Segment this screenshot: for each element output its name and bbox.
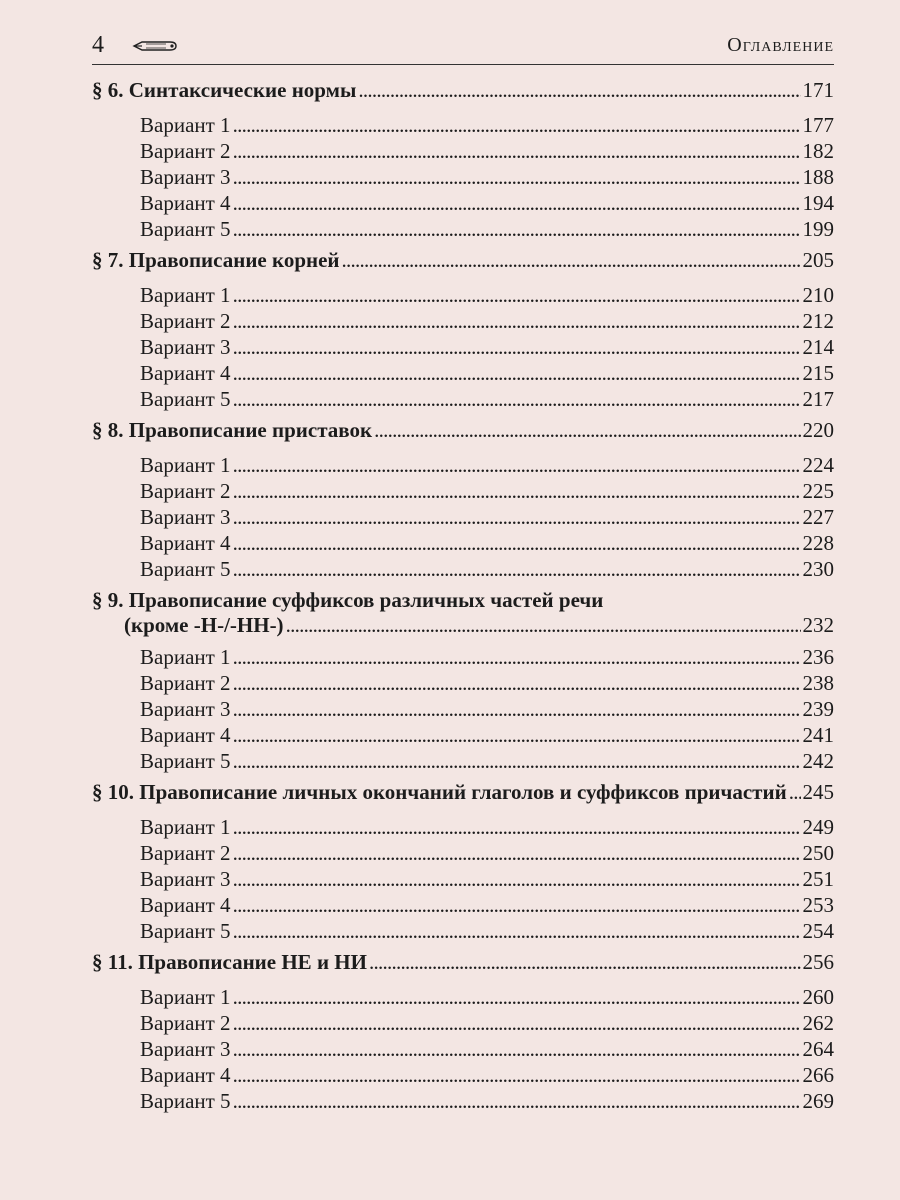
toc-variant-entry[interactable] bbox=[92, 112, 834, 138]
variant-label: Вариант 4 bbox=[140, 723, 231, 747]
dot-leader bbox=[233, 190, 801, 216]
variant-label: Вариант 2 bbox=[140, 1011, 231, 1035]
toc-variant-entry[interactable] bbox=[92, 190, 834, 216]
toc-variant-entry[interactable] bbox=[92, 360, 834, 386]
variant-page-number: 269 bbox=[802, 1089, 834, 1113]
dot-leader bbox=[233, 138, 801, 164]
variant-page-number: 260 bbox=[802, 985, 834, 1009]
toc-section-heading-continued[interactable] bbox=[92, 612, 834, 644]
variant-page-number: 224 bbox=[802, 453, 834, 477]
header-rule bbox=[92, 64, 834, 65]
dot-leader bbox=[358, 72, 800, 108]
dot-leader bbox=[233, 892, 801, 918]
dot-leader bbox=[233, 644, 801, 670]
toc-variant-entry[interactable] bbox=[92, 866, 834, 892]
dot-leader bbox=[374, 412, 800, 448]
variant-label: Вариант 5 bbox=[140, 919, 231, 943]
toc-variant-entry[interactable] bbox=[92, 984, 834, 1010]
variant-label: Вариант 5 bbox=[140, 1089, 231, 1113]
toc-section-heading[interactable] bbox=[92, 944, 834, 984]
section-title: § 6. Синтаксические нормы bbox=[92, 78, 357, 102]
table-of-contents bbox=[92, 72, 834, 1114]
variant-label: Вариант 5 bbox=[140, 557, 231, 581]
section-page-number: 256 bbox=[802, 950, 834, 974]
variant-page-number: 227 bbox=[802, 505, 834, 529]
toc-section bbox=[92, 944, 834, 1114]
toc-variant-entry[interactable] bbox=[92, 282, 834, 308]
variant-label: Вариант 4 bbox=[140, 893, 231, 917]
toc-section bbox=[92, 582, 834, 774]
toc-variant-entry[interactable] bbox=[92, 216, 834, 242]
toc-variant-entry[interactable] bbox=[92, 918, 834, 944]
toc-variant-entry[interactable] bbox=[92, 1062, 834, 1088]
toc-section-heading[interactable] bbox=[92, 412, 834, 452]
variant-label: Вариант 2 bbox=[140, 841, 231, 865]
dot-leader bbox=[233, 504, 801, 530]
section-page-number: 245 bbox=[802, 780, 834, 804]
dot-leader bbox=[233, 478, 801, 504]
dot-leader bbox=[233, 748, 801, 774]
section-title: § 10. Правописание личных окончаний глаголов и суффиксов причастий bbox=[92, 780, 787, 804]
dot-leader bbox=[233, 530, 801, 556]
variant-page-number: 177 bbox=[802, 113, 834, 137]
dot-leader bbox=[233, 360, 801, 386]
dot-leader bbox=[233, 216, 801, 242]
variant-page-number: 228 bbox=[802, 531, 834, 555]
toc-section-heading[interactable] bbox=[92, 774, 834, 814]
variant-label: Вариант 1 bbox=[140, 985, 231, 1009]
variant-label: Вариант 3 bbox=[140, 867, 231, 891]
variant-label: Вариант 1 bbox=[140, 453, 231, 477]
page-number: 4 bbox=[92, 32, 104, 58]
toc-variant-entry[interactable] bbox=[92, 478, 834, 504]
toc-variant-entry[interactable] bbox=[92, 308, 834, 334]
section-title-line2: (кроме -Н-/-НН-) bbox=[124, 613, 284, 637]
toc-variant-entry[interactable] bbox=[92, 722, 834, 748]
running-head: Оглавление bbox=[727, 34, 834, 56]
dot-leader bbox=[233, 308, 801, 334]
variant-page-number: 188 bbox=[802, 165, 834, 189]
dot-leader bbox=[233, 1088, 801, 1114]
dot-leader bbox=[233, 452, 801, 478]
variant-label: Вариант 1 bbox=[140, 815, 231, 839]
section-title: § 11. Правописание НЕ и НИ bbox=[92, 950, 367, 974]
variant-label: Вариант 1 bbox=[140, 283, 231, 307]
toc-variant-entry[interactable] bbox=[92, 452, 834, 478]
toc-variant-entry[interactable] bbox=[92, 556, 834, 582]
variant-page-number: 236 bbox=[802, 645, 834, 669]
dot-leader bbox=[233, 1010, 801, 1036]
dot-leader bbox=[233, 722, 801, 748]
toc-variant-entry[interactable] bbox=[92, 138, 834, 164]
variant-page-number: 254 bbox=[802, 919, 834, 943]
dot-leader bbox=[233, 282, 801, 308]
variant-page-number: 215 bbox=[802, 361, 834, 385]
toc-variant-entry[interactable] bbox=[92, 748, 834, 774]
variant-label: Вариант 4 bbox=[140, 191, 231, 215]
toc-variant-entry[interactable] bbox=[92, 670, 834, 696]
dot-leader bbox=[233, 840, 801, 866]
dot-leader bbox=[233, 814, 801, 840]
variant-page-number: 241 bbox=[802, 723, 834, 747]
dot-leader bbox=[233, 984, 801, 1010]
variant-page-number: 212 bbox=[802, 309, 834, 333]
variant-page-number: 230 bbox=[802, 557, 834, 581]
variant-label: Вариант 3 bbox=[140, 505, 231, 529]
dot-leader bbox=[233, 164, 801, 190]
toc-variant-entry[interactable] bbox=[92, 530, 834, 556]
variant-label: Вариант 4 bbox=[140, 361, 231, 385]
variant-page-number: 214 bbox=[802, 335, 834, 359]
pen-icon bbox=[132, 38, 178, 54]
toc-section-heading[interactable] bbox=[92, 242, 834, 282]
section-title: § 8. Правописание приставок bbox=[92, 418, 373, 442]
variant-page-number: 253 bbox=[802, 893, 834, 917]
variant-page-number: 217 bbox=[802, 387, 834, 411]
toc-section bbox=[92, 774, 834, 944]
toc-variant-entry[interactable] bbox=[92, 840, 834, 866]
toc-section bbox=[92, 72, 834, 242]
variant-page-number: 266 bbox=[802, 1063, 834, 1087]
variant-label: Вариант 3 bbox=[140, 1037, 231, 1061]
section-page-number: 232 bbox=[802, 613, 834, 637]
variant-page-number: 242 bbox=[802, 749, 834, 773]
page-header bbox=[92, 30, 834, 64]
variant-page-number: 239 bbox=[802, 697, 834, 721]
toc-variant-entry[interactable] bbox=[92, 1088, 834, 1114]
variant-page-number: 199 bbox=[802, 217, 834, 241]
dot-leader bbox=[789, 774, 801, 810]
toc-section-heading[interactable] bbox=[92, 582, 834, 612]
variant-page-number: 182 bbox=[802, 139, 834, 163]
toc-variant-entry[interactable] bbox=[92, 644, 834, 670]
variant-page-number: 194 bbox=[802, 191, 834, 215]
variant-label: Вариант 2 bbox=[140, 139, 231, 163]
variant-label: Вариант 5 bbox=[140, 387, 231, 411]
toc-variant-entry[interactable] bbox=[92, 892, 834, 918]
toc-variant-entry[interactable] bbox=[92, 164, 834, 190]
variant-page-number: 210 bbox=[802, 283, 834, 307]
toc-variant-entry[interactable] bbox=[92, 696, 834, 722]
dot-leader bbox=[233, 334, 801, 360]
variant-page-number: 262 bbox=[802, 1011, 834, 1035]
variant-label: Вариант 3 bbox=[140, 335, 231, 359]
toc-variant-entry[interactable] bbox=[92, 504, 834, 530]
section-title: § 9. Правописание суффиксов различных частей речи bbox=[92, 588, 604, 612]
section-page-number: 205 bbox=[802, 248, 834, 272]
section-page-number: 220 bbox=[802, 418, 834, 442]
variant-label: Вариант 5 bbox=[140, 217, 231, 241]
dot-leader bbox=[233, 696, 801, 722]
dot-leader bbox=[233, 866, 801, 892]
variant-label: Вариант 2 bbox=[140, 671, 231, 695]
toc-variant-entry[interactable] bbox=[92, 334, 834, 360]
dot-leader bbox=[233, 1036, 801, 1062]
variant-label: Вариант 4 bbox=[140, 531, 231, 555]
section-page-number: 171 bbox=[802, 78, 834, 102]
dot-leader bbox=[369, 944, 801, 980]
dot-leader bbox=[342, 242, 801, 278]
toc-variant-entry[interactable] bbox=[92, 814, 834, 840]
toc-section-heading[interactable] bbox=[92, 72, 834, 112]
variant-page-number: 250 bbox=[802, 841, 834, 865]
variant-label: Вариант 1 bbox=[140, 645, 231, 669]
variant-label: Вариант 5 bbox=[140, 749, 231, 773]
dot-leader bbox=[233, 112, 801, 138]
toc-section bbox=[92, 412, 834, 582]
toc-variant-entry[interactable] bbox=[92, 386, 834, 412]
variant-page-number: 264 bbox=[802, 1037, 834, 1061]
variant-label: Вариант 3 bbox=[140, 697, 231, 721]
toc-section bbox=[92, 242, 834, 412]
variant-label: Вариант 1 bbox=[140, 113, 231, 137]
dot-leader bbox=[233, 556, 801, 582]
section-title: § 7. Правописание корней bbox=[92, 248, 340, 272]
variant-page-number: 251 bbox=[802, 867, 834, 891]
dot-leader bbox=[233, 1062, 801, 1088]
variant-page-number: 225 bbox=[802, 479, 834, 503]
toc-variant-entry[interactable] bbox=[92, 1036, 834, 1062]
toc-variant-entry[interactable] bbox=[92, 1010, 834, 1036]
variant-label: Вариант 2 bbox=[140, 309, 231, 333]
variant-page-number: 238 bbox=[802, 671, 834, 695]
variant-label: Вариант 3 bbox=[140, 165, 231, 189]
variant-label: Вариант 2 bbox=[140, 479, 231, 503]
dot-leader bbox=[286, 612, 801, 638]
variant-label: Вариант 4 bbox=[140, 1063, 231, 1087]
dot-leader bbox=[233, 386, 801, 412]
variant-page-number: 249 bbox=[802, 815, 834, 839]
dot-leader bbox=[233, 670, 801, 696]
dot-leader bbox=[233, 918, 801, 944]
